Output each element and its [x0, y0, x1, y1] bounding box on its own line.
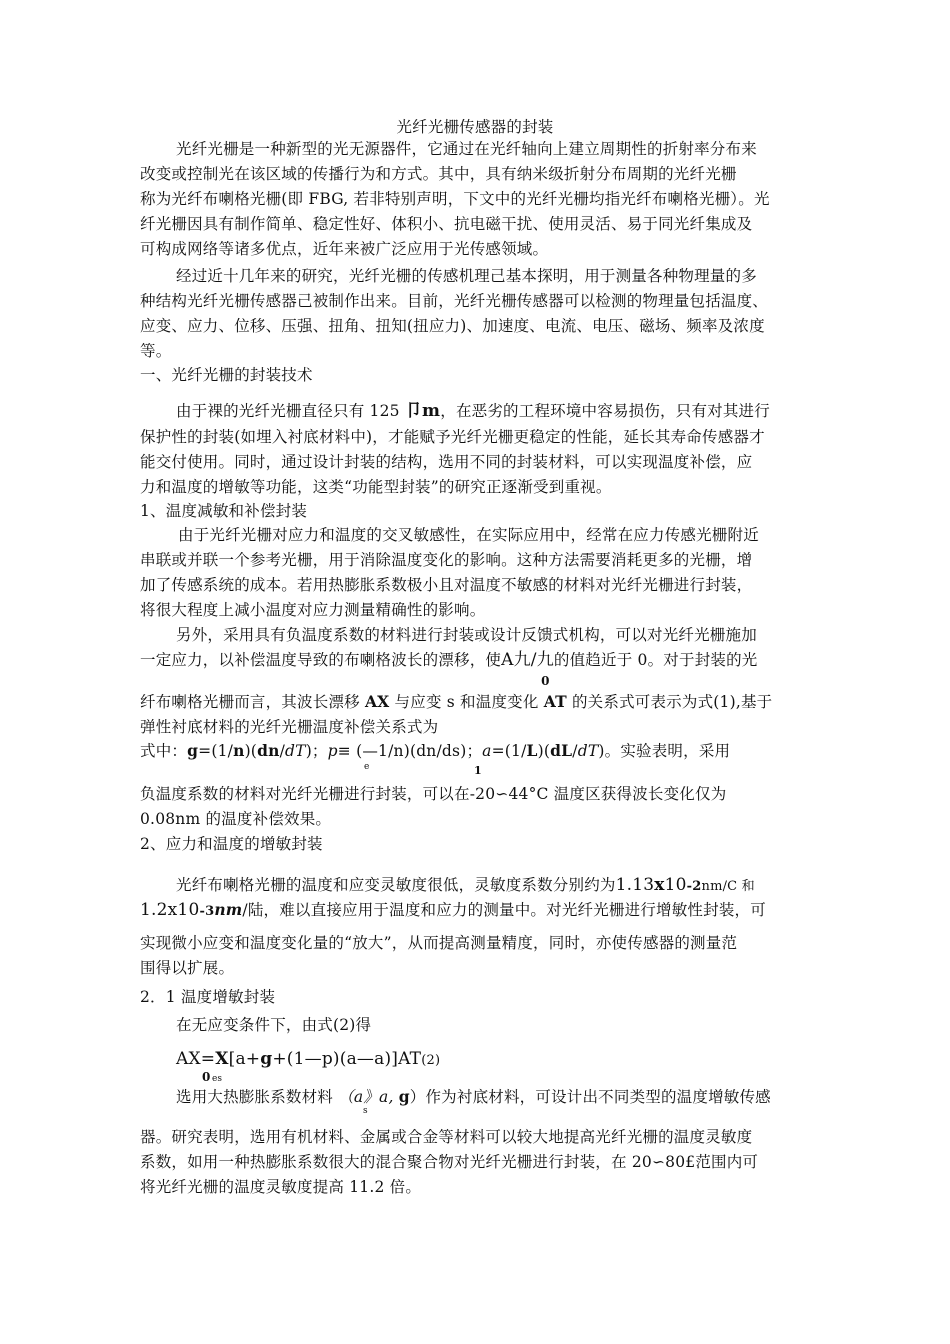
text-line: 围得以扩展。	[140, 959, 235, 977]
text-line	[176, 400, 770, 422]
text-span: ，在恶劣的工程环境中容易损伤，只有对其进行	[440, 402, 770, 420]
text-line: 光纤光栅是一种新型的光无源器件，它通过在光纤轴向上建立周期性的折射率分布来	[176, 140, 757, 158]
symbol: dL	[550, 741, 573, 760]
text-line: 保护性的封装(如埋入衬底材料中)，才能赋予光纤光栅更稳定的性能，延长其寿命传感器才	[140, 428, 765, 446]
formula-line	[140, 740, 730, 762]
exponent: -3	[199, 904, 215, 919]
formula-text: )(	[244, 742, 258, 760]
formula-text: 》	[363, 1088, 380, 1106]
text-line: 串联或并联一个参考光栅，用于消除温度变化的影响。这种方法需要消耗更多的光栅，增	[140, 551, 753, 569]
text-line: 加了传感系统的成本。若用热膨胀系数极小且对温度不敏感的材料对光纤光栅进行封装，	[140, 576, 753, 594]
equation-number: (2)	[421, 1053, 441, 1068]
formula-subscript: e	[364, 762, 370, 772]
text-line: 称为光纤布喇格光栅(即 FBG, 若非特别声明，下文中的光纤光栅均指光纤布喇格光栅）。光	[140, 190, 770, 208]
text-line	[140, 691, 772, 713]
text-line	[140, 649, 758, 688]
text-line: 实现微小应变和温度变化量的“放大”，从而提高测量精度，同时，亦使传感器的测量范	[140, 934, 738, 952]
text-line: 器。研究表明，选用有机材料、金属或合金等材料可以较大地提高光纤光栅的温度灵敏度	[140, 1128, 753, 1146]
number: x	[654, 875, 665, 895]
formula-text: a,	[379, 1088, 399, 1106]
text-line: 弹性衬底材料的光纤光栅温度补偿关系式为	[140, 718, 439, 736]
text-span: 与应变 s 和温度变化	[394, 693, 539, 711]
text-span: 纤布喇格光栅而言，其波长漂移	[140, 693, 360, 711]
text-line: 另外，采用具有负温度系数的材料进行封装或设计反馈式机构，可以对光纤光栅施加	[176, 626, 757, 644]
symbol: L	[526, 741, 538, 760]
unit-micrometer: 卩m	[404, 401, 441, 421]
formula-subscript: s	[363, 1106, 368, 1116]
formula-text: =(1/	[491, 742, 527, 760]
text-span: 的值趋近于 0。对于封装的光	[553, 651, 758, 669]
formula-subscript: 1	[474, 764, 482, 777]
symbol: g	[398, 1087, 410, 1106]
symbol: AX	[364, 692, 390, 711]
text-span: /陆，难以直接应用于温度和应力的测量中。对光纤光栅进行增敏性封装，可	[242, 901, 766, 919]
text-span: 选用大热膨胀系数材料	[176, 1088, 334, 1106]
document-title: 光纤光栅传感器的封装	[396, 118, 554, 136]
text-line: 系数，如用一种热膨胀系数很大的混合聚合物对光纤光栅进行封装，在 20∽80£范围内可	[140, 1153, 759, 1171]
text-line: 纤光栅因具有制作简单、稳定性好、体积小、抗电磁干扰、使用灵活、易于同光纤集成及	[140, 215, 753, 233]
formula-text: Α九/九	[501, 650, 554, 670]
symbol: X	[215, 1049, 229, 1069]
symbol: dT	[577, 742, 599, 760]
text-line: 可构成网络等诸多优点，近年来被广泛应用于光传感领域。	[140, 240, 549, 258]
formula-text: AX=	[176, 1049, 216, 1069]
text-span: )。实验表明，采用	[598, 742, 731, 760]
text-line: 在无应变条件下，由式(2)得	[176, 1016, 372, 1034]
symbol: dn	[257, 741, 280, 760]
formula-text: [a+	[228, 1049, 261, 1069]
formula-subscript: es	[212, 1074, 222, 1084]
text-line	[176, 1086, 771, 1108]
text-line: 将光纤光栅的温度灵敏度提高 11.2 倍。	[140, 1178, 422, 1196]
text-line: 负温度系数的材料对光纤光栅进行封装，可以在-20∽44°C 温度区获得波长变化仅为	[140, 785, 727, 803]
symbol: a	[482, 742, 492, 760]
text-line: 0.08nm 的温度补偿效果。	[140, 810, 332, 828]
text-line: 等。	[140, 342, 172, 360]
formula-ratio	[501, 650, 554, 688]
formula-subscript: 0	[541, 674, 550, 688]
unit: nm/C 和	[701, 879, 755, 894]
text-line	[140, 899, 766, 923]
formula-text: =(1/	[198, 742, 234, 760]
text-line: 经过近十几年来的研究，光纤光栅的传感机理己基本探明，用于测量各种物理量的多	[176, 267, 757, 285]
text-span: 光纤布喇格光栅的温度和应变灵敏度很低，灵敏度系数分别约为	[176, 876, 616, 894]
text-line: 种结构光纤光栅传感器己被制作出来。目前，光纤光栅传感器可以检测的物理量包括温度、	[140, 292, 769, 310]
formula-text: /	[572, 742, 578, 760]
symbol: a	[353, 1088, 364, 1106]
symbol: dT	[285, 742, 306, 760]
symbol: AT	[543, 692, 567, 711]
text-line: 能交付使用。同时，通过设计封装的结构，选用不同的封装材料，可以实现温度补偿，应	[140, 453, 753, 471]
formula-subscript: 0	[202, 1070, 211, 1084]
subsection-heading: 1、温度减敏和补偿封装	[140, 502, 308, 520]
formula-text: ≡ (—1/n)(dn/ds)；	[337, 742, 483, 760]
symbol: g	[260, 1049, 273, 1069]
symbol: g	[187, 741, 199, 760]
text-span: ）作为衬底材料，可设计出不同类型的温度增敏传感	[409, 1088, 771, 1106]
number: 1.2x10	[140, 900, 200, 920]
number: 1.13	[615, 875, 655, 895]
symbol: p	[327, 742, 338, 760]
formula-text: )；	[305, 742, 328, 760]
symbol: n	[233, 741, 245, 760]
text-line: 将很大程度上减小温度对应力测量精确性的影响。	[140, 601, 486, 619]
subsection-heading: 2、应力和温度的增敏封装	[140, 835, 323, 853]
subsection-heading: 2．1 温度增敏封装	[140, 988, 276, 1006]
text-line	[176, 874, 755, 898]
formula-text: +(1—p)(a—a)]AT	[272, 1049, 422, 1069]
formula-text: /	[279, 742, 286, 760]
text-span: 式中：	[140, 742, 188, 760]
exponent: -2	[686, 879, 702, 894]
text-span: 的关系式可表示为式(1),基于	[571, 693, 773, 711]
text-line: 应变、应力、位移、压强、扭角、扭知(扭应力)、加速度、电流、电压、磁场、频率及浓度	[140, 317, 765, 335]
equation-2	[176, 1048, 440, 1072]
text-span: 一定应力，以补偿温度导致的布喇格波长的漂移，使	[140, 651, 502, 669]
text-line: 改变或控制光在该区域的传播行为和方式。其中，具有纳米级折射分布周期的光纤光栅	[140, 165, 737, 183]
section-heading: 一、光纤光栅的封装技术	[140, 366, 313, 384]
text-span: 由于裸的光纤光栅直径只有 125	[176, 402, 400, 420]
formula-text: )(	[537, 742, 551, 760]
formula-text: （	[338, 1088, 354, 1106]
number: 10	[664, 875, 687, 895]
unit: nm	[214, 900, 243, 919]
text-line: 由于光纤光栅对应力和温度的交叉敏感性，在实际应用中，经常在应力传感光栅附近	[178, 526, 759, 544]
text-line: 力和温度的增敏等功能，这类“功能型封装”的研究正逐渐受到重视。	[140, 478, 612, 496]
